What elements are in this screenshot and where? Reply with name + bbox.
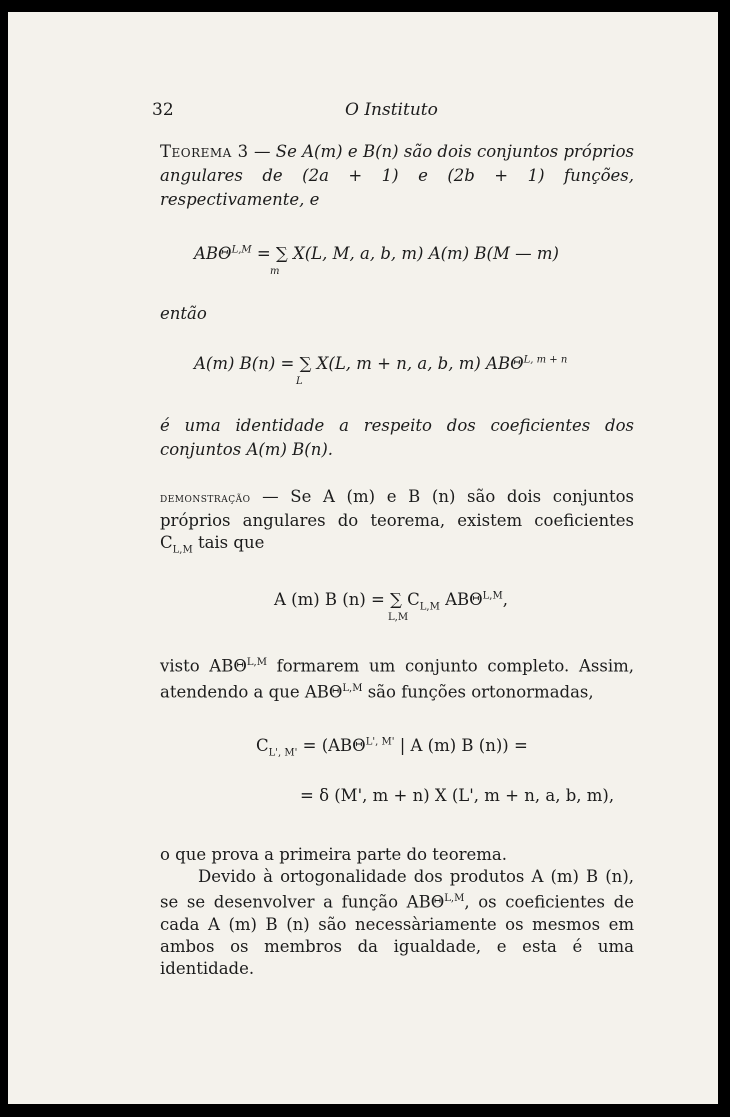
p2-part2: formarem um conjunto completo. Assim, atendendo a que ABΘ xyxy=(160,656,634,701)
equation-1 xyxy=(194,244,559,263)
eq4-lhs-sub: L', M' xyxy=(268,747,298,759)
eq3-rhs: ABΘ xyxy=(445,590,483,609)
eq3-c-sub: L,M xyxy=(419,601,440,613)
theorem-statement xyxy=(160,140,634,212)
eq4-mid-sup: L', M' xyxy=(365,736,395,748)
equation-5: = δ (M', m + n) X (L', m + n, a, b, m), xyxy=(300,786,615,805)
eq1-lhs: ABΘ xyxy=(194,244,232,263)
paragraph-orthogonality xyxy=(160,866,634,980)
theorem-text: — Se A(m) e B(n) são dois conjuntos próprios angulares de (2a + 1) e (2b + 1) funções, respectivamente, e xyxy=(160,142,634,209)
p2-sup1: L,M xyxy=(246,657,267,668)
entao-label: então xyxy=(160,304,207,323)
eq3-tail: , xyxy=(502,590,508,609)
eq3-text: A (m) B (n) = ∑ C xyxy=(274,590,420,609)
eq3-rhs-sup: L,M xyxy=(482,590,503,602)
p2-part1: visto ABΘ xyxy=(160,656,247,676)
demonstration-text-end: tais que xyxy=(197,533,265,552)
eq3-sum-index: L,M xyxy=(388,612,409,623)
p4-part2: , os coeficientes de cada A (m) B (n) são necessàriamente os mesmos em ambos os membros da igualdade, e esta é uma identidade. xyxy=(160,892,634,978)
demonstration-text: — Se A (m) e B (n) são dois conjuntos próprios angulares do teorema, existem coeficientes C xyxy=(160,487,634,552)
equation-3 xyxy=(274,590,508,612)
paragraph-visto xyxy=(160,652,634,703)
demonstration-coef-sub: L,M xyxy=(172,544,193,556)
p2-part3: são funções ortonormadas, xyxy=(362,682,594,701)
eq4-mid: = (ABΘ xyxy=(302,736,366,755)
journal-title: O Instituto xyxy=(345,100,438,120)
p4-sup: L,M xyxy=(444,893,465,904)
page xyxy=(8,12,718,1104)
eq1-sum-index: m xyxy=(270,266,280,277)
demonstration-label: demonstração xyxy=(160,491,251,506)
eq1-rhs: = ∑ X(L, M, a, b, m) A(m) B(M — m) xyxy=(256,244,559,263)
page-number: 32 xyxy=(152,100,174,120)
p4-part1: Devido à ortogonalidade dos produtos A (m) B (n), se se desenvolver a função ABΘ xyxy=(160,867,634,912)
eq1-lhs-sup: L,M xyxy=(231,244,252,256)
demonstration-paragraph xyxy=(160,486,634,561)
eq2-sup: L, m + n xyxy=(523,354,568,366)
eq4-rhs: | A (m) B (n)) = xyxy=(399,736,528,755)
equation-4 xyxy=(256,736,528,758)
equation-2 xyxy=(194,354,567,373)
paragraph-proof-end: o que prova a primeira parte do teorema. xyxy=(160,845,508,864)
eq2-sum-index: L xyxy=(296,376,303,387)
theorem-label: Teorema 3 xyxy=(160,142,249,161)
eq2-text: A(m) B(n) = ∑ X(L, m + n, a, b, m) ABΘ xyxy=(194,354,524,373)
eq4-lhs: C xyxy=(256,736,269,755)
theorem-conclusion: é uma identidade a respeito dos coeficientes dos conjuntos A(m) B(n). xyxy=(160,416,634,459)
p2-sup2: L,M xyxy=(342,682,363,694)
